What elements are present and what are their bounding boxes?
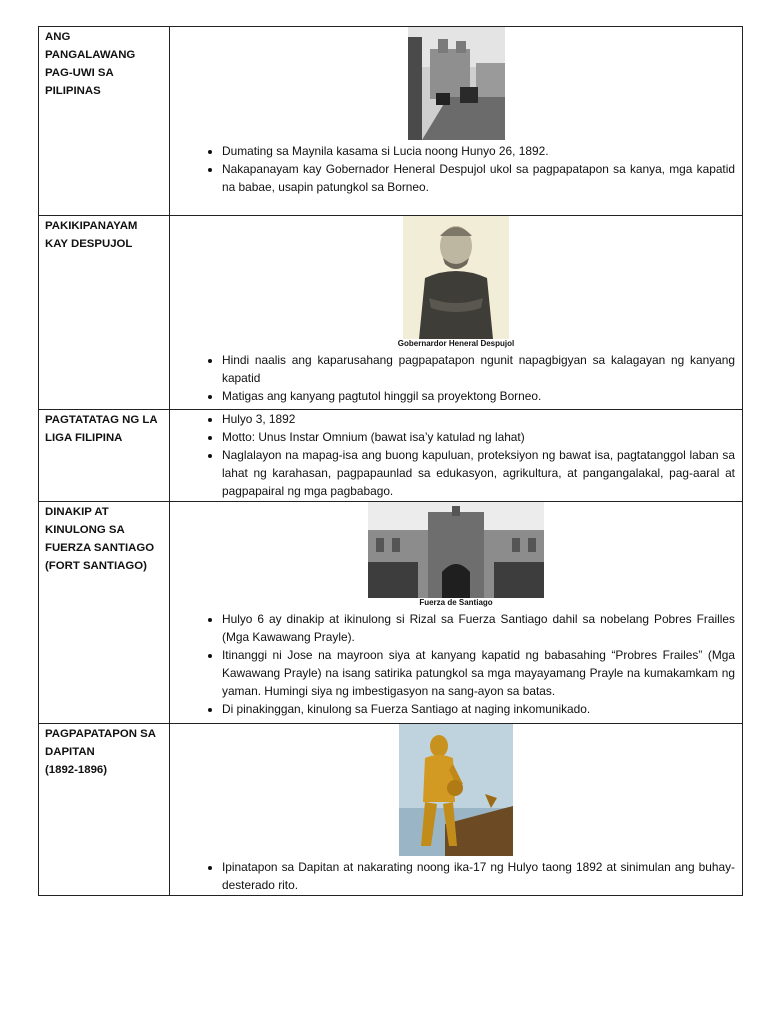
row-heading: PAGTATATAG NG LA LIGA FILIPINA	[45, 414, 158, 444]
list-item: • Ipinatapon sa Dapitan at nakarating noong ika-17 ng Hulyo taong 1892 at sinimulan ang buhay-desterado rito.	[222, 858, 735, 894]
table-row	[39, 502, 743, 724]
row-heading-cell	[39, 27, 170, 216]
bullet-list	[170, 410, 742, 500]
row-heading: ANG PANGALAWANG PAG-UWI SA PILIPINAS	[45, 31, 136, 97]
list-item: • Hindi naalis ang kaparusahang pagpapatapon ngunit napagbigyan sa kalagayan ng kanyang kapatid	[222, 351, 735, 387]
list-item: • Matigas ang kanyang pagtutol hinggil sa proyektong Borneo.	[222, 387, 735, 405]
row-heading-cell	[39, 216, 170, 410]
list-item: • Itinanggi ni Jose na mayroon siya at kanyang kapatid ng babasahing “Probres Frailes” (Mga Kawawang Prayle) na isang satirika patungkol sa mga mayayamang Prayle na kumakamkam ng yaman. Humingi siya ng imbestigasyon na sang-ayon sa batas.	[222, 646, 735, 700]
row-content-cell	[170, 502, 743, 724]
row-content-cell	[170, 216, 743, 410]
image-caption: Fuerza de Santiago	[419, 598, 493, 607]
rizal-statue-photo	[399, 724, 513, 856]
fuerza-santiago-photo	[368, 502, 544, 598]
bullet-list	[170, 351, 742, 405]
list-item: • Dumating sa Maynila kasama si Lucia noong Hunyo 26, 1892.	[222, 142, 735, 160]
table-row	[39, 216, 743, 410]
row-heading: PAKIKIPANAYAM KAY DESPUJOL	[45, 220, 138, 250]
table-row	[39, 410, 743, 502]
row-heading: PAGPAPATAPON SA DAPITAN (1892-1896)	[45, 728, 156, 776]
bullet-list	[170, 610, 742, 718]
row-content-cell	[170, 724, 743, 896]
row-heading-cell	[39, 724, 170, 896]
list-item: • Nakapanayam kay Gobernador Heneral Despujol ukol sa pagpapatapon sa kanya, mga kapatid na babae, usapin patungkol sa Borneo.	[222, 160, 735, 196]
table-row	[39, 27, 743, 216]
timeline-table	[38, 26, 743, 896]
list-item: • Hulyo 3, 1892	[222, 410, 735, 428]
bullet-list	[170, 142, 742, 196]
row-content-cell	[170, 27, 743, 216]
bullet-list	[170, 858, 742, 894]
list-item: • Di pinakinggan, kinulong sa Fuerza Santiago at naging inkomunikado.	[222, 700, 735, 718]
manila-street-photo	[408, 27, 505, 140]
table-row	[39, 724, 743, 896]
image-caption: Gobernardor Heneral Despujol	[397, 339, 515, 348]
despujol-portrait	[403, 216, 509, 339]
row-content-cell	[170, 410, 743, 502]
row-heading: DINAKIP AT KINULONG SA FUERZA SANTIAGO (FORT SANTIAGO)	[45, 506, 155, 572]
row-heading-cell	[39, 410, 170, 502]
list-item: • Naglalayon na mapag-isa ang buong kapuluan, proteksiyon ng bawat isa, pagtatanggol laban sa lahat ng karahasan, pagpapaunlad sa edukasyon, agrikultura, at pangangalakal, pag-aaral at pagpapairal ng mga pagbabago.	[222, 446, 735, 500]
list-item: • Motto: Unus Instar Omnium (bawat isa’y katulad ng lahat)	[222, 428, 735, 446]
row-heading-cell	[39, 502, 170, 724]
list-item: • Hulyo 6 ay dinakip at ikinulong si Rizal sa Fuerza Santiago dahil sa nobelang Pobres Frailles (Mga Kawawang Prayle).	[222, 610, 735, 646]
